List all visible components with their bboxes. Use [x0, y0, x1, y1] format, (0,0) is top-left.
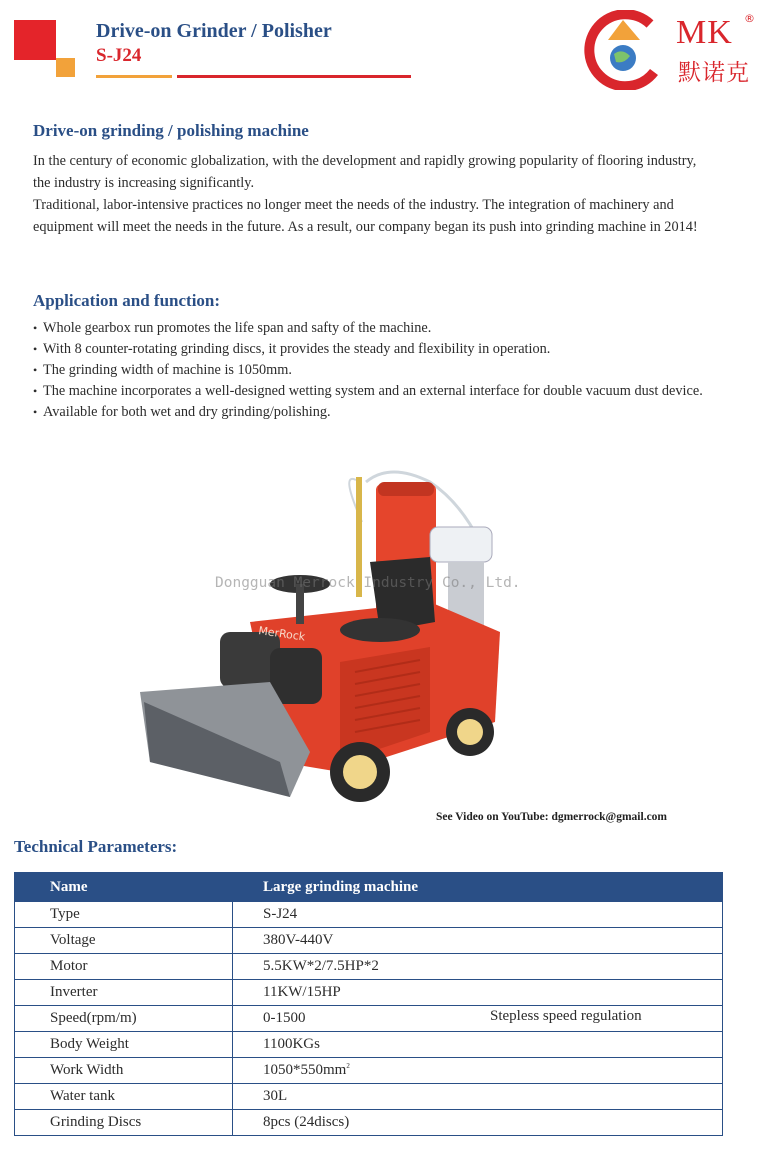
- machine-photo: [130, 462, 530, 822]
- param-name: Inverter: [15, 980, 233, 1006]
- list-item: • Whole gearbox run promotes the life span and safty of the machine.: [33, 318, 743, 339]
- param-name: Voltage: [15, 928, 233, 954]
- parameters-title: Technical Parameters:: [14, 837, 178, 856]
- param-value: 1050*550mm: [263, 1062, 347, 1078]
- parameters-table: [14, 872, 723, 1136]
- param-name: Speed(rpm/m): [15, 1006, 233, 1032]
- param-name: Grinding Discs: [15, 1110, 233, 1136]
- list-item: • The machine incorporates a well-designed wetting system and an external interface for double vacuum dust device.: [33, 381, 743, 402]
- param-name: Motor: [15, 954, 233, 980]
- watermark-text: Dongguan Merrock Industry Co., Ltd.: [215, 575, 521, 591]
- table-row: [15, 1084, 723, 1110]
- table-row: [15, 980, 723, 1006]
- table-row: [15, 1110, 723, 1136]
- table-row: [15, 1032, 723, 1058]
- table-row: [15, 902, 723, 928]
- registered-mark: ®: [744, 12, 755, 25]
- page-title: Drive-on Grinder / Polisher: [96, 20, 332, 42]
- table-header-row: [15, 873, 723, 902]
- param-value: 1100KGs: [233, 1032, 723, 1058]
- param-value: 0-1500: [263, 1010, 306, 1026]
- param-value-cell: [233, 1058, 723, 1084]
- title-underline-red: [177, 75, 411, 78]
- param-value: 8pcs (24discs): [233, 1110, 723, 1136]
- video-link-note: See Video on YouTube: dgmerrock@gmail.com: [436, 811, 668, 823]
- machine-brand-label: MerRock: [257, 624, 307, 644]
- header-value-cell: Large grinding machine: [233, 873, 723, 902]
- table-row: [15, 928, 723, 954]
- param-value: 30L: [233, 1084, 723, 1110]
- model-number: S-J24: [96, 45, 142, 66]
- list-item: • With 8 counter-rotating grinding discs, it provides the steady and flexibility in operation.: [33, 339, 743, 360]
- header-orange-square: [56, 58, 75, 77]
- param-value: S-J24: [233, 902, 723, 928]
- list-item: • Available for both wet and dry grinding/polishing.: [33, 402, 743, 423]
- table-row: [15, 1006, 723, 1032]
- intro-title: Drive-on grinding / polishing machine: [33, 121, 309, 140]
- application-title: Application and function:: [33, 291, 221, 310]
- param-note: Stepless speed regulation: [490, 1008, 642, 1024]
- intro-paragraph-1: In the century of economic globalization, with the development and rapidly growing popularity of flooring industry, the industry is increasing significantly.: [33, 153, 697, 191]
- param-name: Body Weight: [15, 1032, 233, 1058]
- logo-letters: MK: [676, 14, 733, 51]
- table-row: [15, 1058, 723, 1084]
- company-logo-icon: [578, 10, 668, 90]
- param-value: 11KW/15HP: [233, 980, 723, 1006]
- param-name: Water tank: [15, 1084, 233, 1110]
- header-red-square: [14, 20, 56, 60]
- param-name: Type: [15, 902, 233, 928]
- param-value: 5.5KW*2/7.5HP*2: [233, 954, 723, 980]
- logo-chinese-name: 默诺克: [678, 60, 750, 86]
- application-list: [33, 318, 743, 423]
- title-underline-orange: [96, 75, 172, 78]
- param-superscript: 2: [346, 1062, 350, 1070]
- list-item: • The grinding width of machine is 1050mm.: [33, 360, 743, 381]
- param-name: Work Width: [15, 1058, 233, 1084]
- table-row: [15, 954, 723, 980]
- intro-text: [33, 150, 703, 238]
- header-name-cell: Name: [15, 873, 233, 902]
- param-value: 380V-440V: [233, 928, 723, 954]
- param-value-with-note: [233, 1006, 723, 1032]
- intro-paragraph-2: Traditional, labor-intensive practices no longer meet the needs of the industry. The integration of machinery and equipment will meet the needs in the future. As a result, our company began its push into grinding machine in 2014!: [33, 197, 698, 235]
